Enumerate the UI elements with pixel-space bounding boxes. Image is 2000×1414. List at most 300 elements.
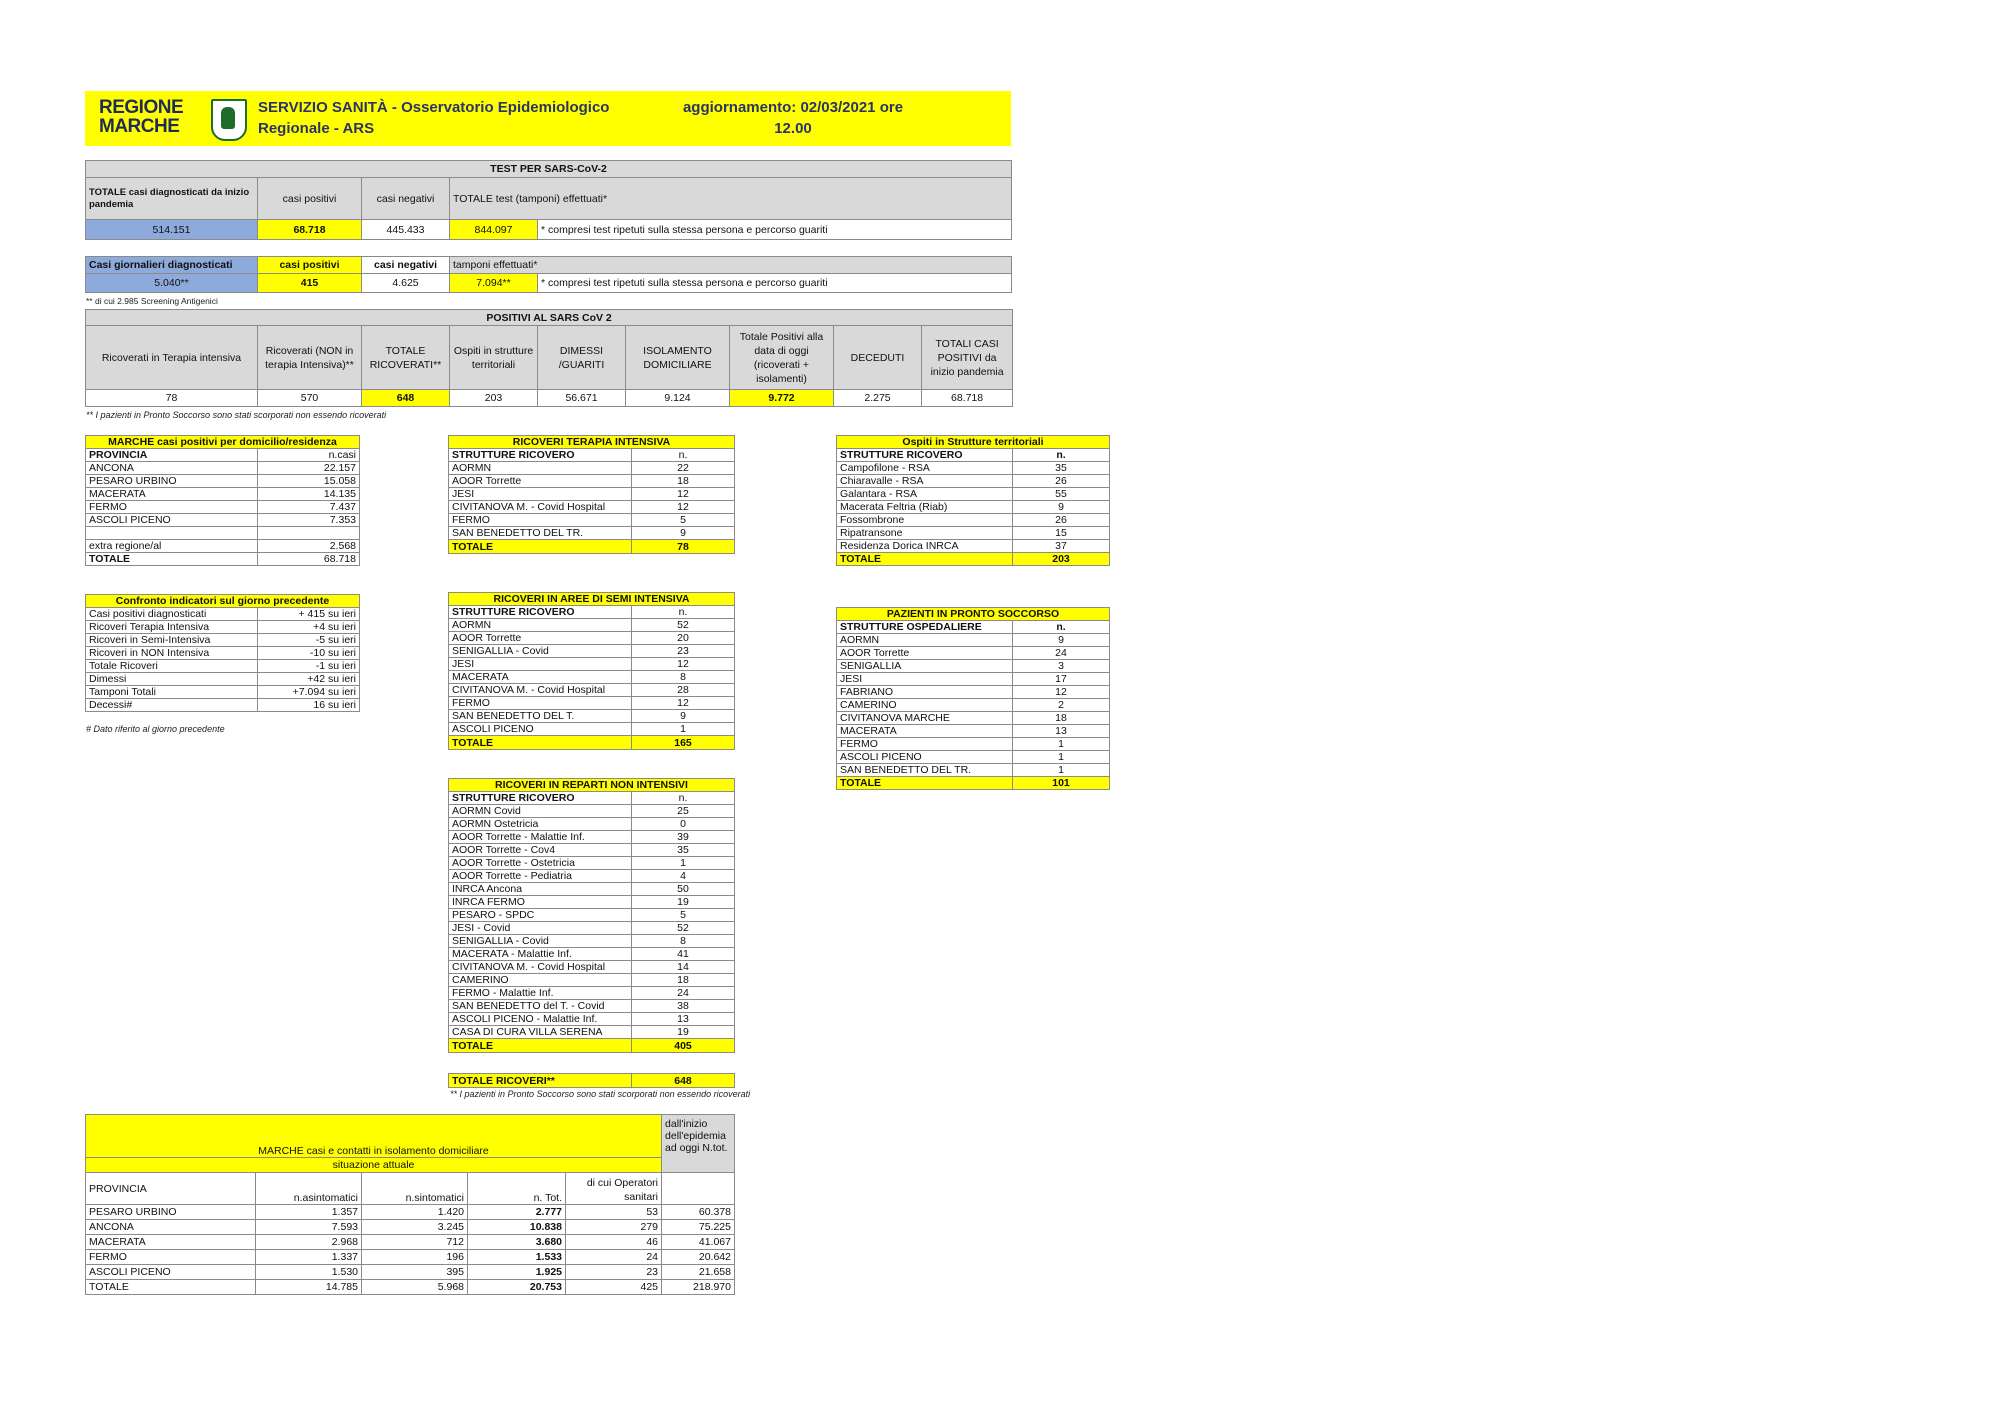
- provincia-row: [86, 462, 360, 475]
- semi-row: [449, 710, 735, 723]
- isol-row: [86, 1265, 735, 1280]
- semi-row-value: 12: [632, 697, 735, 710]
- nonint-row: [449, 1000, 735, 1013]
- isol-row-value: 425: [566, 1280, 662, 1295]
- nonint-row: [449, 870, 735, 883]
- positivi-table: [85, 309, 1013, 407]
- nonint-row-value: 41: [632, 948, 735, 961]
- nonint-row-value: 50: [632, 883, 735, 896]
- provincia-total-label: TOTALE: [86, 553, 258, 566]
- ospiti-row-value: 15: [1013, 527, 1110, 540]
- provincia-title: MARCHE casi positivi per domicilio/residenza: [86, 436, 360, 449]
- nonint-row-value: 39: [632, 831, 735, 844]
- ps-row: [837, 751, 1110, 764]
- positivi-header: Ospiti in strutture territoriali: [450, 326, 538, 390]
- nonint-total-label: TOTALE: [449, 1039, 632, 1053]
- test-neg-value: 445.433: [362, 220, 450, 240]
- daily-header-diag: Casi giornalieri diagnosticati: [86, 257, 258, 274]
- ps-h1: STRUTTURE OSPEDALIERE: [837, 621, 1013, 634]
- isol-title: MARCHE casi e contatti in isolamento domiciliare: [86, 1115, 662, 1158]
- ps-title: PAZIENTI IN PRONTO SOCCORSO: [837, 608, 1110, 621]
- confronto-table: [85, 594, 360, 712]
- service-name: SERVIZIO SANITÀ - Osservatorio Epidemiologico: [258, 99, 610, 116]
- nonint-row-label: MACERATA - Malattie Inf.: [449, 948, 632, 961]
- semi-total-label: TOTALE: [449, 736, 632, 750]
- confronto-title: Confronto indicatori sul giorno precedente: [86, 595, 360, 608]
- ospiti-row-label: Campofilone - RSA: [837, 462, 1013, 475]
- semi-row: [449, 684, 735, 697]
- ps-row-value: 24: [1013, 647, 1110, 660]
- provincia-row-value: 14.135: [258, 488, 360, 501]
- daily-tamp-value: 7.094**: [450, 274, 538, 293]
- nonint-row-value: 38: [632, 1000, 735, 1013]
- ps-row: [837, 673, 1110, 686]
- nonint-title: RICOVERI IN REPARTI NON INTENSIVI: [449, 779, 735, 792]
- ps-h2: n.: [1013, 621, 1110, 634]
- isol-row-value: 21.658: [662, 1265, 735, 1280]
- nonint-row-value: 1: [632, 857, 735, 870]
- ospiti-row: [837, 475, 1110, 488]
- semi-title: RICOVERI IN AREE DI SEMI INTENSIVA: [449, 593, 735, 606]
- isol-row-value: 41.067: [662, 1235, 735, 1250]
- confronto-row-value: +7.094 su ieri: [258, 686, 360, 699]
- nonint-row-value: 4: [632, 870, 735, 883]
- test-pos-value: 68.718: [258, 220, 362, 240]
- provincia-total: 68.718: [258, 553, 360, 566]
- isol-row-value: 23: [566, 1265, 662, 1280]
- nonint-row-label: CIVITANOVA M. - Covid Hospital: [449, 961, 632, 974]
- positivi-value: 648: [362, 390, 450, 407]
- ospiti-row: [837, 540, 1110, 553]
- test-header-total: TOTALE casi diagnosticati da inizio pandemia: [86, 178, 258, 220]
- ps-row: [837, 712, 1110, 725]
- isol-h-blank: [662, 1173, 735, 1205]
- ospiti-row-value: 26: [1013, 514, 1110, 527]
- semi-row-label: SAN BENEDETTO DEL T.: [449, 710, 632, 723]
- confronto-row: [86, 634, 360, 647]
- ps-row-value: 2: [1013, 699, 1110, 712]
- daily-diag-value: 5.040**: [86, 274, 258, 293]
- positivi-header: TOTALI CASI POSITIVI da inizio pandemia: [922, 326, 1013, 390]
- isol-row-value: 1.357: [256, 1205, 362, 1220]
- nonint-row-label: AOOR Torrette - Cov4: [449, 844, 632, 857]
- isol-row-value: 14.785: [256, 1280, 362, 1295]
- nonint-row-label: PESARO - SPDC: [449, 909, 632, 922]
- positivi-value: 9.124: [626, 390, 730, 407]
- isol-row: [86, 1280, 735, 1295]
- nonint-row-value: 14: [632, 961, 735, 974]
- semi-row-value: 12: [632, 658, 735, 671]
- semi-row: [449, 658, 735, 671]
- ti-row-value: 18: [632, 475, 735, 488]
- positivi-header: Totale Positivi alla data di oggi (ricoverati + isolamenti): [730, 326, 834, 390]
- test-note: * compresi test ripetuti sulla stessa persona e percorso guariti: [538, 220, 1012, 240]
- provincia-row: [86, 488, 360, 501]
- nonint-row: [449, 961, 735, 974]
- test-header-pos: casi positivi: [258, 178, 362, 220]
- ti-row-value: 5: [632, 514, 735, 527]
- nonint-row-value: 35: [632, 844, 735, 857]
- semi-row-value: 1: [632, 723, 735, 736]
- ps-row: [837, 725, 1110, 738]
- ti-row: [449, 488, 735, 501]
- ti-row: [449, 501, 735, 514]
- confronto-row: [86, 608, 360, 621]
- ti-h2: n.: [632, 449, 735, 462]
- ti-h1: STRUTTURE RICOVERO: [449, 449, 632, 462]
- semi-row-label: JESI: [449, 658, 632, 671]
- nonint-row-label: AOOR Torrette - Pediatria: [449, 870, 632, 883]
- semi-row-value: 20: [632, 632, 735, 645]
- nonint-row-value: 24: [632, 987, 735, 1000]
- isol-row-value: 196: [362, 1250, 468, 1265]
- nonint-h2: n.: [632, 792, 735, 805]
- ospiti-row-label: Fossombrone: [837, 514, 1013, 527]
- ps-row-value: 1: [1013, 751, 1110, 764]
- ospiti-row-label: Chiaravalle - RSA: [837, 475, 1013, 488]
- daily-header-tamp: tamponi effettuati*: [450, 257, 1012, 274]
- isol-row-value: 46: [566, 1235, 662, 1250]
- ps-row: [837, 686, 1110, 699]
- ps-row-label: CIVITANOVA MARCHE: [837, 712, 1013, 725]
- isol-h-prov: PROVINCIA: [86, 1173, 256, 1205]
- semi-row-label: ASCOLI PICENO: [449, 723, 632, 736]
- positivi-header: DIMESSI /GUARITI: [538, 326, 626, 390]
- ti-title: RICOVERI TERAPIA INTENSIVA: [449, 436, 735, 449]
- shield-icon: [211, 99, 247, 141]
- provincia-row-value: 15.058: [258, 475, 360, 488]
- ospiti-row-value: 55: [1013, 488, 1110, 501]
- ti-row-label: AOOR Torrette: [449, 475, 632, 488]
- confronto-row-label: Tamponi Totali: [86, 686, 258, 699]
- confronto-row-value: +42 su ieri: [258, 673, 360, 686]
- isol-h-sint: n.sintomatici: [362, 1173, 468, 1205]
- ospiti-row: [837, 488, 1110, 501]
- confronto-row-label: Casi positivi diagnosticati: [86, 608, 258, 621]
- positivi-header: Ricoverati in Terapia intensiva: [86, 326, 258, 390]
- ospiti-total: 203: [1013, 553, 1110, 566]
- isol-row-value: 7.593: [256, 1220, 362, 1235]
- totric-table: [448, 1073, 735, 1088]
- positivi-title: POSITIVI AL SARS CoV 2: [86, 310, 1013, 326]
- ospiti-row-label: Residenza Dorica INRCA: [837, 540, 1013, 553]
- semi-row-value: 8: [632, 671, 735, 684]
- ps-row-value: 9: [1013, 634, 1110, 647]
- ps-row: [837, 647, 1110, 660]
- ospiti-h2: n.: [1013, 449, 1110, 462]
- ti-row-label: FERMO: [449, 514, 632, 527]
- ti-row: [449, 527, 735, 540]
- test-header-neg: casi negativi: [362, 178, 450, 220]
- ospiti-row: [837, 514, 1110, 527]
- positivi-value: 2.275: [834, 390, 922, 407]
- nonint-table: [448, 778, 735, 1053]
- daily-pos-value: 415: [258, 274, 362, 293]
- ps-row-label: AORMN: [837, 634, 1013, 647]
- nonint-row-label: SENIGALLIA - Covid: [449, 935, 632, 948]
- provincia-row-label: ASCOLI PICENO: [86, 514, 258, 527]
- ospiti-row-label: Ripatransone: [837, 527, 1013, 540]
- confronto-row: [86, 699, 360, 712]
- ospiti-row-label: Galantara - RSA: [837, 488, 1013, 501]
- nonint-row-value: 5: [632, 909, 735, 922]
- ps-total: 101: [1013, 777, 1110, 790]
- positivi-value: 68.718: [922, 390, 1013, 407]
- confronto-row-value: -5 su ieri: [258, 634, 360, 647]
- isol-row-value: 3.245: [362, 1220, 468, 1235]
- isol-row-value: 3.680: [468, 1235, 566, 1250]
- provincia-row-label: ANCONA: [86, 462, 258, 475]
- positivi-header: Ricoverati (NON in terapia Intensiva)**: [258, 326, 362, 390]
- daily-neg-value: 4.625: [362, 274, 450, 293]
- nonint-row-value: 52: [632, 922, 735, 935]
- test-title: TEST PER SARS-CoV-2: [86, 161, 1012, 178]
- semi-row-label: MACERATA: [449, 671, 632, 684]
- semi-row-value: 28: [632, 684, 735, 697]
- nonint-row-label: AORMN Ostetricia: [449, 818, 632, 831]
- test-total-value: 514.151: [86, 220, 258, 240]
- totric-label: TOTALE RICOVERI**: [449, 1074, 632, 1088]
- nonint-row: [449, 883, 735, 896]
- nonint-row: [449, 909, 735, 922]
- daily-header-neg: casi negativi: [362, 257, 450, 274]
- nonint-row-label: AORMN Covid: [449, 805, 632, 818]
- ti-row-value: 22: [632, 462, 735, 475]
- confronto-row-value: +4 su ieri: [258, 621, 360, 634]
- confronto-row: [86, 647, 360, 660]
- ti-row-label: SAN BENEDETTO DEL TR.: [449, 527, 632, 540]
- totric-note: ** I pazienti in Pronto Soccorso sono stati scorporati non essendo ricoverati: [450, 1089, 751, 1099]
- isol-row-value: 20.642: [662, 1250, 735, 1265]
- provincia-row-label: PESARO URBINO: [86, 475, 258, 488]
- ti-row-label: AORMN: [449, 462, 632, 475]
- semi-row-label: AORMN: [449, 619, 632, 632]
- header-banner: [85, 91, 1011, 146]
- confronto-row-label: Ricoveri in NON Intensiva: [86, 647, 258, 660]
- isol-row-value: 5.968: [362, 1280, 468, 1295]
- semi-h1: STRUTTURE RICOVERO: [449, 606, 632, 619]
- nonint-row: [449, 948, 735, 961]
- ps-row: [837, 699, 1110, 712]
- ps-row-value: 18: [1013, 712, 1110, 725]
- update-date: aggiornamento: 02/03/2021 ore: [682, 99, 904, 116]
- semi-row-value: 23: [632, 645, 735, 658]
- provincia-row: [86, 501, 360, 514]
- update-hour: 12.00: [774, 120, 812, 137]
- test-header-tests: TOTALE test (tamponi) effettuati*: [450, 178, 1012, 220]
- nonint-row-label: INRCA Ancona: [449, 883, 632, 896]
- positivi-value: 56.671: [538, 390, 626, 407]
- isol-row-value: 2.968: [256, 1235, 362, 1250]
- provincia-row: [86, 514, 360, 527]
- ps-total-label: TOTALE: [837, 777, 1013, 790]
- nonint-row-value: 19: [632, 896, 735, 909]
- nonint-row: [449, 922, 735, 935]
- ospiti-row-value: 26: [1013, 475, 1110, 488]
- positivi-header: DECEDUTI: [834, 326, 922, 390]
- isol-row-prov: FERMO: [86, 1250, 256, 1265]
- isol-row-value: 10.838: [468, 1220, 566, 1235]
- provincia-table: [85, 435, 360, 566]
- confronto-row-label: Decessi#: [86, 699, 258, 712]
- isol-row-value: 218.970: [662, 1280, 735, 1295]
- ps-row-value: 13: [1013, 725, 1110, 738]
- nonint-row-label: AOOR Torrette - Ostetricia: [449, 857, 632, 870]
- ospiti-table: [836, 435, 1110, 566]
- nonint-row-value: 0: [632, 818, 735, 831]
- semi-row-label: FERMO: [449, 697, 632, 710]
- isol-row-value: 1.337: [256, 1250, 362, 1265]
- confronto-row-label: Totale Ricoveri: [86, 660, 258, 673]
- ps-table: [836, 607, 1110, 790]
- nonint-row-label: ASCOLI PICENO - Malattie Inf.: [449, 1013, 632, 1026]
- ps-row: [837, 738, 1110, 751]
- confronto-note: # Dato riferito al giorno precedente: [86, 724, 225, 734]
- semi-row-value: 52: [632, 619, 735, 632]
- isol-row-value: 75.225: [662, 1220, 735, 1235]
- semi-row: [449, 619, 735, 632]
- isol-row: [86, 1250, 735, 1265]
- ps-row: [837, 660, 1110, 673]
- positivi-value: 78: [86, 390, 258, 407]
- isol-row-value: 1.530: [256, 1265, 362, 1280]
- ps-row-label: SAN BENEDETTO DEL TR.: [837, 764, 1013, 777]
- nonint-row-value: 8: [632, 935, 735, 948]
- ospiti-title: Ospiti in Strutture territoriali: [837, 436, 1110, 449]
- nonint-row-value: 18: [632, 974, 735, 987]
- isol-table: [85, 1114, 735, 1295]
- nonint-row: [449, 831, 735, 844]
- ospiti-row-value: 37: [1013, 540, 1110, 553]
- provincia-row-label: MACERATA: [86, 488, 258, 501]
- semi-row: [449, 632, 735, 645]
- semi-row-value: 9: [632, 710, 735, 723]
- nonint-row: [449, 857, 735, 870]
- ps-row-value: 12: [1013, 686, 1110, 699]
- ps-row-label: ASCOLI PICENO: [837, 751, 1013, 764]
- confronto-row-label: Dimessi: [86, 673, 258, 686]
- confronto-row-value: -1 su ieri: [258, 660, 360, 673]
- ti-row: [449, 462, 735, 475]
- ti-row: [449, 475, 735, 488]
- isol-row-value: 279: [566, 1220, 662, 1235]
- provincia-h2: n.casi: [258, 449, 360, 462]
- isol-row-prov: MACERATA: [86, 1235, 256, 1250]
- confronto-row: [86, 621, 360, 634]
- isol-row-prov: ASCOLI PICENO: [86, 1265, 256, 1280]
- ti-row-value: 9: [632, 527, 735, 540]
- ps-row: [837, 634, 1110, 647]
- semi-total: 165: [632, 736, 735, 750]
- nonint-row-label: INRCA FERMO: [449, 896, 632, 909]
- isol-h-asint: n.asintomatici: [256, 1173, 362, 1205]
- nonint-row-value: 13: [632, 1013, 735, 1026]
- banner-title: [258, 97, 609, 139]
- daily-note: * compresi test ripetuti sulla stessa persona e percorso guariti: [538, 274, 1012, 293]
- semi-table: [448, 592, 735, 750]
- provincia-row-value: 2.568: [258, 540, 360, 553]
- ospiti-h1: STRUTTURE RICOVERO: [837, 449, 1013, 462]
- confronto-row: [86, 686, 360, 699]
- daily-footnote: ** di cui 2.985 Screening Antigenici: [86, 296, 218, 306]
- test-table: [85, 160, 1012, 240]
- ospiti-row: [837, 462, 1110, 475]
- ps-row-label: MACERATA: [837, 725, 1013, 738]
- nonint-row-value: 19: [632, 1026, 735, 1039]
- provincia-row-value: 7.353: [258, 514, 360, 527]
- nonint-row: [449, 818, 735, 831]
- ps-row-label: AOOR Torrette: [837, 647, 1013, 660]
- ps-row-value: 1: [1013, 738, 1110, 751]
- ospiti-total-label: TOTALE: [837, 553, 1013, 566]
- ospiti-row-value: 9: [1013, 501, 1110, 514]
- provincia-row: [86, 527, 360, 540]
- provincia-row-value: [258, 527, 360, 540]
- nonint-row-value: 25: [632, 805, 735, 818]
- isol-row-value: 24: [566, 1250, 662, 1265]
- semi-row-label: CIVITANOVA M. - Covid Hospital: [449, 684, 632, 697]
- service-name-2: Regionale - ARS: [258, 120, 375, 137]
- ps-row-label: CAMERINO: [837, 699, 1013, 712]
- ospiti-row-value: 35: [1013, 462, 1110, 475]
- provincia-row-value: 22.157: [258, 462, 360, 475]
- isol-subtitle: situazione attuale: [86, 1158, 662, 1173]
- ps-row-label: FERMO: [837, 738, 1013, 751]
- positivi-note: ** I pazienti in Pronto Soccorso sono stati scorporati non essendo ricoverati: [86, 410, 387, 420]
- ospiti-row-label: Macerata Feltria (Riab): [837, 501, 1013, 514]
- confronto-row: [86, 673, 360, 686]
- positivi-header: TOTALE RICOVERATI**: [362, 326, 450, 390]
- positivi-value: 9.772: [730, 390, 834, 407]
- provincia-row-label: [86, 527, 258, 540]
- nonint-row: [449, 987, 735, 1000]
- nonint-row-label: CASA DI CURA VILLA SERENA: [449, 1026, 632, 1039]
- ti-row: [449, 514, 735, 527]
- isol-h-tot: n. Tot.: [468, 1173, 566, 1205]
- isol-row-value: 2.777: [468, 1205, 566, 1220]
- semi-h2: n.: [632, 606, 735, 619]
- provincia-row: [86, 475, 360, 488]
- isol-row: [86, 1205, 735, 1220]
- isol-row-value: 20.753: [468, 1280, 566, 1295]
- isol-row: [86, 1235, 735, 1250]
- isol-row-value: 1.533: [468, 1250, 566, 1265]
- positivi-value: 203: [450, 390, 538, 407]
- isol-row-value: 53: [566, 1205, 662, 1220]
- provincia-row-label: FERMO: [86, 501, 258, 514]
- nonint-row: [449, 805, 735, 818]
- ps-row-value: 1: [1013, 764, 1110, 777]
- nonint-row: [449, 896, 735, 909]
- nonint-h1: STRUTTURE RICOVERO: [449, 792, 632, 805]
- nonint-row-label: AOOR Torrette - Malattie Inf.: [449, 831, 632, 844]
- ti-table: [448, 435, 735, 554]
- isol-row-value: 1.420: [362, 1205, 468, 1220]
- semi-row: [449, 723, 735, 736]
- totric-value: 648: [632, 1074, 735, 1088]
- semi-row: [449, 645, 735, 658]
- ospiti-row: [837, 501, 1110, 514]
- confronto-row-value: 16 su ieri: [258, 699, 360, 712]
- isol-row: [86, 1220, 735, 1235]
- ps-row-label: FABRIANO: [837, 686, 1013, 699]
- nonint-row-label: SAN BENEDETTO del T. - Covid: [449, 1000, 632, 1013]
- update-time: [663, 97, 923, 139]
- nonint-row: [449, 974, 735, 987]
- semi-row: [449, 697, 735, 710]
- ti-total-label: TOTALE: [449, 540, 632, 554]
- ti-total: 78: [632, 540, 735, 554]
